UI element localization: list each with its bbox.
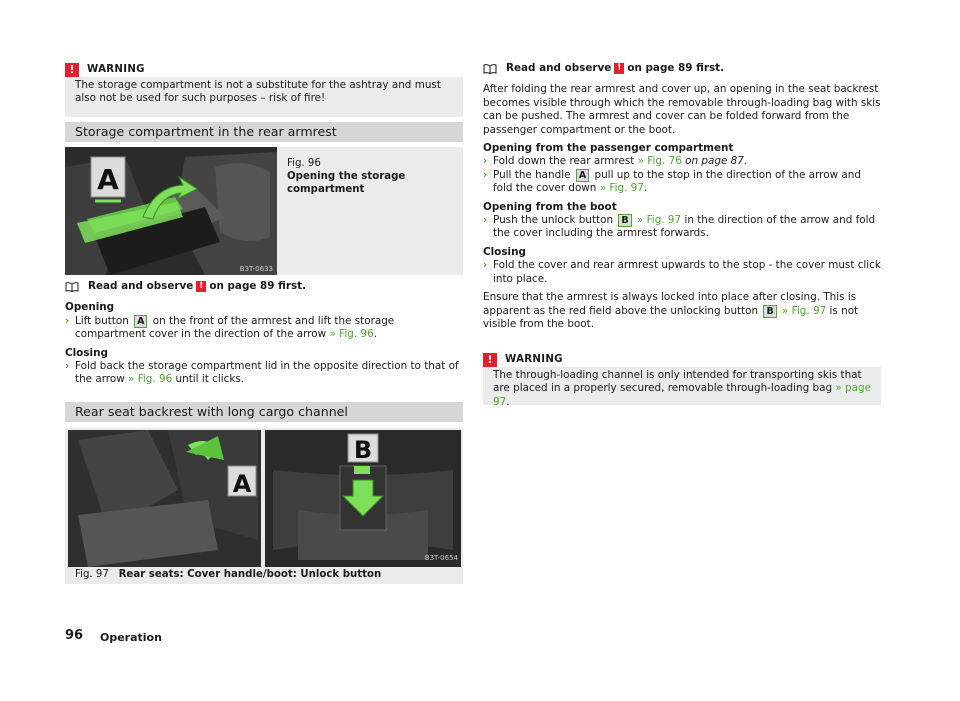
figure-97-title: Rear seats: Cover handle/boot: Unlock button — [118, 569, 382, 580]
step-text: Fold down the rear armrest — [493, 155, 635, 168]
warning-icon: ! — [65, 63, 79, 77]
warning-body-text: The through-loading channel is only intended for transporting skis that are placed in a properly secured, removable through-loading bag — [493, 369, 862, 395]
step-text: on page 87 — [685, 155, 744, 168]
warning-box — [65, 62, 463, 117]
step-closing — [483, 259, 881, 286]
step-text: on the front of the armrest and lift the storage compartment cover in the direction of the arrow — [75, 314, 395, 341]
step-arrow-icon: › — [483, 214, 488, 227]
step-arrow-icon: › — [483, 259, 488, 272]
book-icon — [65, 282, 79, 292]
fig-link[interactable]: » Fig. 76 — [637, 155, 682, 168]
figure-96-image — [65, 147, 277, 275]
step-text: . — [743, 155, 748, 168]
figure-97-callout-b: B — [353, 436, 373, 464]
step-closing — [65, 360, 463, 387]
subheading-opening: Opening — [65, 301, 115, 314]
button-a-label: A — [134, 315, 147, 328]
subheading-closing: Closing — [483, 245, 526, 258]
figure-97-number: Fig. 97 — [75, 569, 109, 580]
figure-96-callout-a: A — [97, 163, 119, 196]
rao-post: on page 89 first. — [627, 62, 725, 74]
subheading-boot: Opening from the boot — [483, 200, 617, 213]
rao-pre: Read and observe — [88, 280, 194, 292]
button-b-label: B — [763, 305, 776, 318]
step-passenger-2 — [483, 169, 881, 196]
right-body — [483, 62, 881, 336]
step-boot — [483, 214, 881, 241]
warning-header — [483, 352, 881, 367]
ensure-paragraph — [483, 291, 881, 331]
warning-title: WARNING — [87, 63, 145, 75]
figure-96-title: Opening the storage compartment — [287, 171, 406, 195]
step-arrow-icon: › — [65, 360, 70, 373]
step-text: in the direction of the arrow and fold the cover including the armrest forwards. — [493, 214, 876, 240]
step-opening — [65, 315, 463, 342]
intro-paragraph: After folding the rear armrest and cover up, an opening in the seat backrest becomes visible through which the removable through-loading bag with skis can be pushed. The armrest and cover can be folded forward from the passenger compartment or the boot. — [483, 83, 881, 136]
ensure-text: Ensure that the armrest is always locked into place after closing. This is apparent as the red field above the unlocking button — [483, 291, 857, 317]
figure-97-callout-a: A — [232, 470, 252, 498]
book-icon — [483, 64, 497, 74]
section-heading-backrest: Rear seat backrest with long cargo channel — [65, 402, 463, 422]
figure-97-caption — [75, 568, 455, 581]
step-arrow-icon: › — [483, 155, 488, 168]
subheading-closing: Closing — [65, 346, 108, 359]
page-link[interactable]: » page 97 — [493, 382, 872, 408]
warning-header — [65, 62, 463, 77]
warning-text: The storage compartment is not a substitute for the ashtray and must also not be used for such purposes – risk of fire! — [75, 79, 441, 105]
step-text: Fold back the storage compartment lid in the opposite direction to that of the arrow — [75, 360, 459, 386]
page-number: 96 — [65, 628, 84, 643]
figure-96-caption — [287, 157, 457, 196]
page-section-label: Operation — [100, 631, 162, 644]
figure-97-code: B3T-0654 — [424, 554, 458, 562]
step-arrow-icon: › — [483, 168, 488, 181]
warning-icon: ! — [614, 63, 624, 74]
figure-96 — [65, 147, 463, 275]
step-text: Fold the cover and rear armrest upwards to the stop - the cover must click into place. — [493, 259, 881, 285]
step-text: Lift button — [75, 314, 129, 327]
button-b-label: B — [618, 214, 631, 227]
step-text: Push the unlock button — [493, 214, 614, 227]
step-text: . — [373, 328, 377, 341]
figure-96-code: B3T-0633 — [239, 265, 273, 273]
rao-pre: Read and observe — [506, 62, 612, 74]
fig-link[interactable]: » Fig. 96 — [128, 373, 173, 386]
fig-link[interactable]: » Fig. 96 — [329, 328, 374, 341]
figure-97-image — [68, 430, 461, 567]
warning-box — [483, 352, 881, 408]
subheading-passenger: Opening from the passenger compartment — [483, 142, 734, 155]
fig-link[interactable]: » Fig. 97 — [782, 304, 827, 317]
figure-96-number: Fig. 96 — [287, 158, 321, 169]
left-body — [65, 280, 463, 387]
ensure-text: is not visible from the boot. — [483, 304, 859, 330]
fig-link[interactable]: » Fig. 97 — [599, 182, 644, 195]
warning-text — [483, 367, 881, 409]
warning-body-text: . — [506, 395, 510, 408]
step-arrow-icon: › — [65, 314, 70, 327]
read-and-observe — [65, 280, 463, 293]
section-heading-storage: Storage compartment in the rear armrest — [65, 122, 463, 142]
step-passenger-1 — [483, 155, 881, 168]
warning-icon: ! — [196, 281, 206, 292]
step-text: . — [643, 182, 648, 195]
step-text: until it clicks. — [175, 373, 245, 386]
rao-post: on page 89 first. — [209, 280, 307, 292]
figure-97 — [65, 428, 463, 584]
step-text: pull up to the stop in the direction of the arrow and fold the cover down — [493, 168, 861, 195]
button-a-label: A — [576, 169, 589, 182]
fig-link[interactable]: » Fig. 97 — [636, 214, 682, 227]
read-and-observe — [483, 62, 881, 75]
warning-icon: ! — [483, 353, 497, 367]
step-text: Pull the handle — [493, 168, 571, 181]
warning-title: WARNING — [505, 353, 563, 365]
